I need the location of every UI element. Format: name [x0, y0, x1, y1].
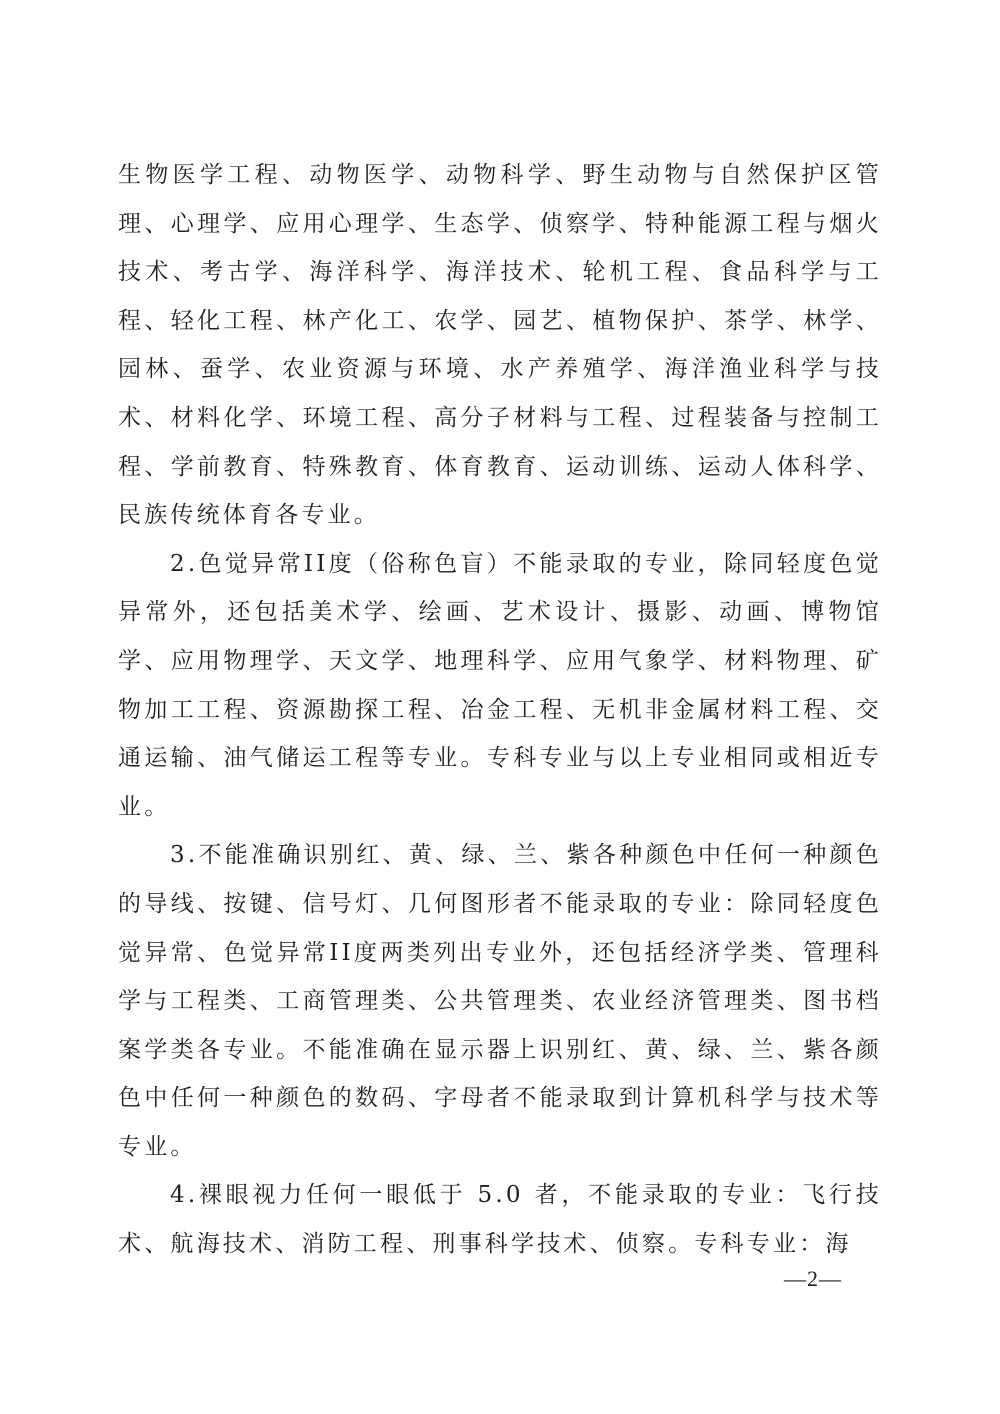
- document-body: [118, 151, 882, 1269]
- page-number: —2—: [784, 1266, 842, 1291]
- paragraph-2-color-blindness: 2.色觉异常II度（俗称色盲）不能录取的专业，除同轻度色觉异常外，还包括美术学、绘画、艺术设计、摄影、动画、博物馆学、应用物理学、天文学、地理科学、应用气象学、材料物理、矿物加工工程、资源勘探工程、冶金工程、无机非金属材料工程、交通运输、油气储运工程等专业。专科专业与以上专业相同或相近专业。: [118, 550, 882, 820]
- paragraph-1-continuation: 生物医学工程、动物医学、动物科学、野生动物与自然保护区管理、心理学、应用心理学、生态学、侦察学、特种能源工程与烟火技术、考古学、海洋科学、海洋技术、轮机工程、食品科学与工程、轻化工程、林产化工、农学、园艺、植物保护、茶学、林学、园林、蚕学、农业资源与环境、水产养殖学、海洋渔业科学与技术、材料化学、环境工程、高分子材料与工程、过程装备与控制工程、学前教育、特殊教育、体育教育、运动训练、运动人体科学、民族传统体育各专业。: [118, 162, 882, 529]
- paragraph-4-vision: 4.裸眼视力任何一眼低于 5.0 者，不能录取的专业：飞行技术、航海技术、消防工程、刑事科学技术、侦察。专科专业：海: [118, 1182, 882, 1258]
- paragraph-3-color-recognition: 3.不能准确识别红、黄、绿、兰、紫各种颜色中任何一种颜色的导线、按键、信号灯、几何图形者不能录取的专业：除同轻度色觉异常、色觉异常II度两类列出专业外，还包括经济学类、管理科学与工程类、工商管理类、公共管理类、农业经济管理类、图书档案学类各专业。不能准确在显示器上识别红、黄、绿、兰、紫各颜色中任何一种颜色的数码、字母者不能录取到计算机科学与技术等专业。: [118, 842, 882, 1160]
